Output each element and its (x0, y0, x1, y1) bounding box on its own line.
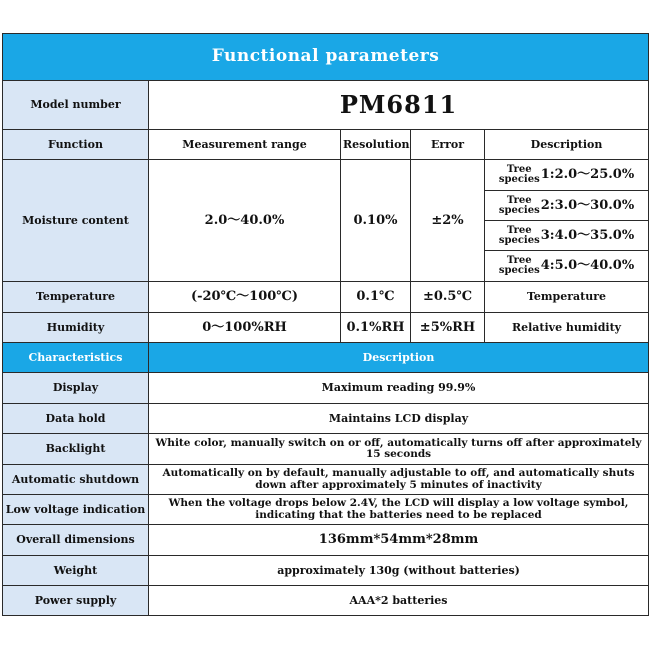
automatic-shutdown-label: Automatic shutdown (3, 465, 149, 495)
characteristics-description-header: Description (149, 343, 649, 373)
weight-value: approximately 130g (without batteries) (149, 556, 649, 586)
species-tag-line1: Tree (506, 164, 532, 175)
functional-parameters-table (2, 33, 649, 616)
power-supply-value: AAA*2 batteries (149, 586, 649, 616)
display-value: Maximum reading 99.9% (149, 373, 649, 404)
species-tag-line1: Tree (506, 194, 532, 206)
species-range: 1:2.0～25.0% (540, 167, 635, 183)
backlight-label: Backlight (3, 434, 149, 465)
model-number-value: PM6811 (149, 81, 649, 130)
model-number-label: Model number (3, 81, 149, 130)
moisture-content-label: Moisture content (3, 160, 149, 282)
temperature-resolution: 0.1℃ (341, 282, 411, 313)
resolution-header: Resolution (341, 130, 411, 160)
display-label: Display (3, 373, 149, 404)
species-tag-line2: species (498, 204, 540, 216)
species-tag-line2: species (498, 234, 540, 246)
species-range: 4:5.0～40.0% (540, 258, 635, 274)
temperature-range: (-20℃～100℃) (149, 282, 341, 313)
characteristics-header: Characteristics (3, 343, 149, 373)
low-voltage-label: Low voltage indication (3, 495, 149, 525)
weight-label: Weight (3, 556, 149, 586)
tree-species-4 (485, 251, 649, 282)
species-tag-line1: Tree (506, 255, 532, 266)
overall-dimensions-value: 136mm*54mm*28mm (149, 525, 649, 556)
humidity-resolution: 0.1%RH (341, 313, 411, 343)
backlight-value: White color, manually switch on or off, automatically turns off after approximately 15 seconds (149, 434, 649, 465)
moisture-error: ±2% (411, 160, 485, 282)
tree-species-1 (485, 160, 649, 191)
temperature-label: Temperature (3, 282, 149, 313)
table-title: Functional parameters (3, 34, 649, 81)
data-hold-label: Data hold (3, 404, 149, 434)
species-range: 3:4.0～35.0% (540, 227, 635, 243)
humidity-description: Relative humidity (485, 313, 649, 343)
species-range: 2:3.0～30.0% (540, 197, 635, 213)
temperature-error: ±0.5℃ (411, 282, 485, 313)
humidity-range: 0～100%RH (149, 313, 341, 343)
error-header: Error (411, 130, 485, 160)
temperature-description: Temperature (485, 282, 649, 313)
humidity-error: ±5%RH (411, 313, 485, 343)
data-hold-value: Maintains LCD display (149, 404, 649, 434)
species-tag-line1: Tree (506, 224, 532, 236)
tree-species-3 (485, 221, 649, 251)
automatic-shutdown-value: Automatically on by default, manually adjustable to off, and automatically shuts down after approximately 5 minutes of inactivity (149, 465, 649, 495)
description-header: Description (485, 130, 649, 160)
moisture-resolution: 0.10% (341, 160, 411, 282)
humidity-label: Humidity (3, 313, 149, 343)
species-tag-line2: species (498, 174, 540, 185)
function-header: Function (3, 130, 149, 160)
overall-dimensions-label: Overall dimensions (3, 525, 149, 556)
species-tag-line2: species (498, 265, 540, 276)
measurement-range-header: Measurement range (149, 130, 341, 160)
tree-species-2 (485, 191, 649, 221)
moisture-range: 2.0～40.0% (149, 160, 341, 282)
power-supply-label: Power supply (3, 586, 149, 616)
low-voltage-value: When the voltage drops below 2.4V, the LCD will display a low voltage symbol, indicating that the batteries need to be replaced (149, 495, 649, 525)
